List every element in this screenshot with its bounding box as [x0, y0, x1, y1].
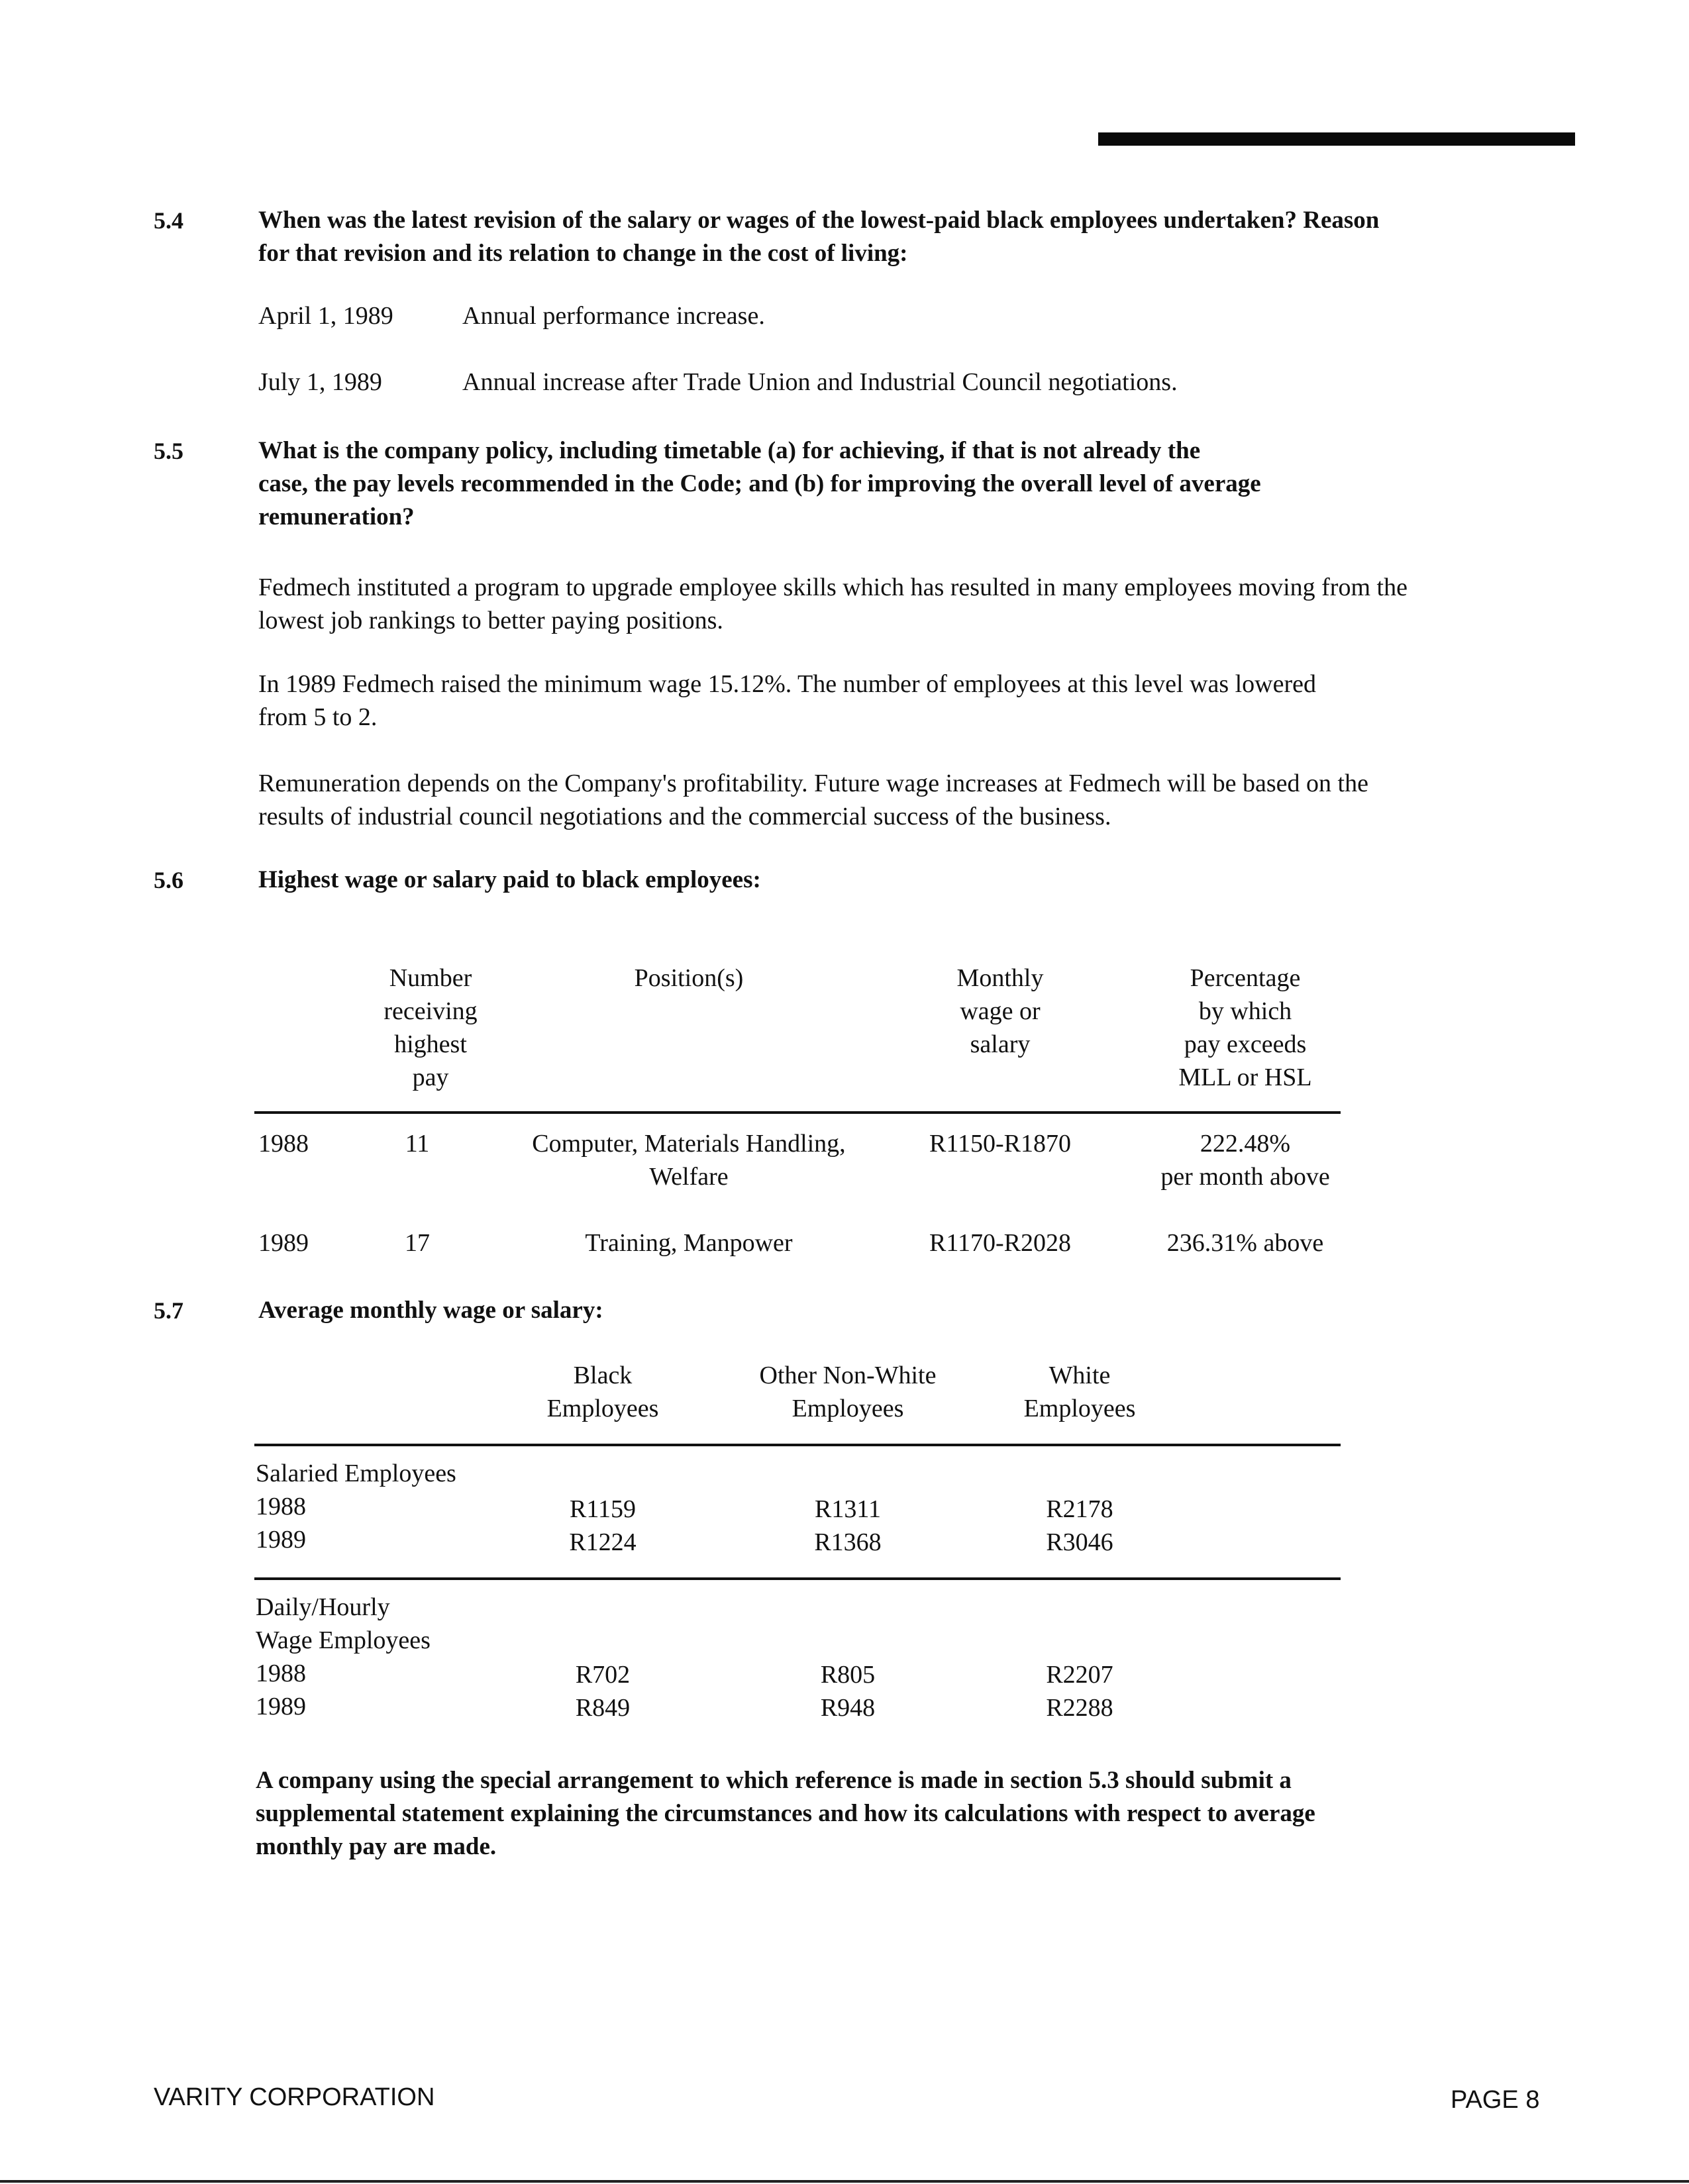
- cell-black: R702: [575, 1661, 631, 1689]
- cell-white: R2207: [1046, 1661, 1113, 1689]
- row-year: 1988: [256, 1660, 306, 1687]
- section-number-5-4: 5.4: [154, 207, 183, 234]
- row-count: 11: [405, 1130, 430, 1158]
- section-number-5-7: 5.7: [154, 1297, 183, 1324]
- paragraph-remuneration: Remuneration depends on the Company's profitability. Future wage increases at Fedmech will be based on the results of industrial council negotiations and the commercial success of the business.: [258, 769, 1368, 830]
- row-wage: R1170-R2028: [929, 1229, 1071, 1257]
- section-number-5-5: 5.5: [154, 438, 183, 464]
- table-5-7-rule: [254, 1444, 1341, 1446]
- cell-other: R1311: [815, 1495, 881, 1523]
- table-5-7-divider: [254, 1577, 1341, 1580]
- footer-page-number: PAGE 8: [1451, 2086, 1540, 2114]
- revision-reason-1: Annual performance increase.: [462, 302, 765, 330]
- header-black-employees: Black Employees: [546, 1362, 659, 1422]
- salaried-label: Salaried Employees: [256, 1460, 456, 1487]
- question-5-4: When was the latest revision of the salary or wages of the lowest-paid black employees undertaken? Reason for that revision and its relation to change in the cost of living:: [258, 207, 1380, 267]
- paragraph-minimum-wage: In 1989 Fedmech raised the minimum wage 15.12%. The number of employees at this level was lowered from 5 to 2.: [258, 670, 1317, 731]
- footer-company: VARITY CORPORATION: [154, 2083, 435, 2111]
- daily-label: Daily/Hourly Wage Employees: [256, 1593, 431, 1654]
- row-percentage: 236.31% above: [1166, 1229, 1324, 1257]
- row-positions: Computer, Materials Handling, Welfare: [532, 1130, 846, 1191]
- question-5-5: What is the company policy, including timetable (a) for achieving, if that is not already the case, the pay levels recommended in the Code; and (b) for improving the overall level of average remuneration?: [258, 437, 1261, 530]
- section-number-5-6: 5.6: [154, 867, 183, 893]
- row-year: 1988: [258, 1130, 309, 1158]
- row-year: 1989: [256, 1526, 306, 1554]
- header-other-non-white: Other Non-White Employees: [759, 1362, 937, 1422]
- header-bar: [1098, 132, 1575, 146]
- row-wage: R1150-R1870: [929, 1130, 1071, 1158]
- cell-other: R805: [820, 1661, 876, 1689]
- cell-other: R1368: [814, 1528, 882, 1556]
- cell-white: R2178: [1046, 1495, 1113, 1523]
- cell-white: R2288: [1046, 1694, 1113, 1722]
- row-year: 1988: [256, 1493, 306, 1520]
- cell-black: R1224: [569, 1528, 637, 1556]
- bottom-edge-line: [0, 2180, 1689, 2183]
- section-title-5-7: Average monthly wage or salary:: [258, 1297, 603, 1324]
- cell-other: R948: [820, 1694, 876, 1722]
- row-year: 1989: [258, 1229, 309, 1257]
- cell-white: R3046: [1046, 1528, 1113, 1556]
- header-positions: Position(s): [634, 964, 744, 992]
- table-5-6-rule: [254, 1111, 1341, 1114]
- header-monthly-wage: Monthly wage or salary: [956, 964, 1044, 1058]
- paragraph-skills-program: Fedmech instituted a program to upgrade employee skills which has resulted in many employees moving from the lowest job rankings to better paying positions.: [258, 573, 1408, 634]
- header-number-receiving: Number receiving highest pay: [384, 964, 478, 1091]
- row-count: 17: [405, 1229, 430, 1257]
- row-percentage: 222.48% per month above: [1160, 1130, 1330, 1191]
- revision-date-1: April 1, 1989: [258, 302, 393, 330]
- revision-date-2: July 1, 1989: [258, 368, 382, 396]
- supplemental-note: A company using the special arrangement to which reference is made in section 5.3 should submit a supplemental statement explaining the circumstances and how its calculations with respect to average monthly pay are made.: [256, 1767, 1315, 1860]
- cell-black: R849: [575, 1694, 631, 1722]
- row-year: 1989: [256, 1693, 306, 1720]
- row-positions: Training, Manpower: [585, 1229, 793, 1257]
- section-title-5-6: Highest wage or salary paid to black employees:: [258, 866, 761, 893]
- header-percentage: Percentage by which pay exceeds MLL or HSL: [1178, 964, 1312, 1091]
- cell-black: R1159: [570, 1495, 636, 1523]
- header-white-employees: White Employees: [1023, 1362, 1136, 1422]
- revision-reason-2: Annual increase after Trade Union and Industrial Council negotiations.: [462, 368, 1178, 396]
